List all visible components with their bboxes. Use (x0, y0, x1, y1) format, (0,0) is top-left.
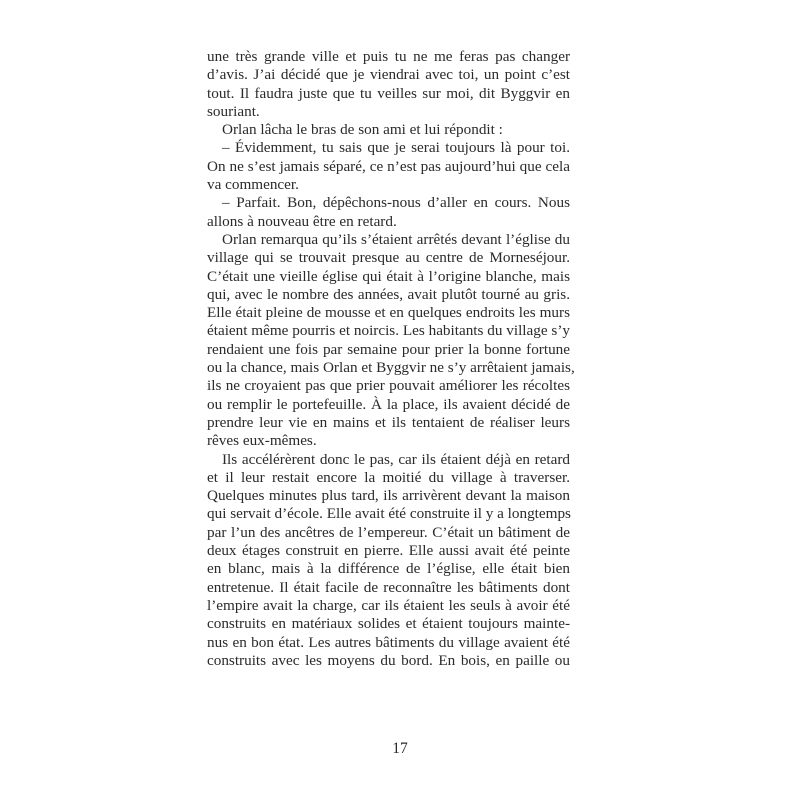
text-line: construits avec les moyens du bord. En bois, en paille ou (207, 651, 570, 669)
text-line: On ne s’est jamais séparé, ce n’est pas aujourd’hui que cela (207, 157, 570, 175)
text-line: entretenue. Il était facile de reconnaître les bâtiments dont (207, 578, 570, 596)
text-line: Ils accélérèrent donc le pas, car ils étaient déjà en retard (222, 450, 570, 468)
page-number: 17 (392, 740, 408, 757)
text-line: Quelques minutes plus tard, ils arrivèrent devant la maison (207, 487, 570, 505)
text-line: nus en bon état. Les autres bâtiments du village avaient été (207, 633, 570, 651)
text-line: une très grande ville et puis tu ne me feras pas changer (207, 48, 570, 65)
text-line: – Évidemment, tu sais que je serai toujours là pour toi. (222, 139, 570, 157)
text-line: C’était une vieille église qui était à l’origine blanche, mais (207, 267, 570, 285)
text-line: va commencer. (207, 176, 299, 194)
text-line: et il leur restait encore la moitié du village à traverser. (207, 468, 570, 486)
text-line: prendre leur vie en mains et ils tentaient de réaliser leurs (207, 413, 570, 431)
text-line: qui, avec le nombre des années, avait plutôt tourné au gris. (207, 285, 570, 303)
text-line: deux étages construit en pierre. Elle aussi avait été peinte (207, 542, 570, 560)
text-line: ou remplir le portefeuille. À la place, ils avaient décidé de (207, 395, 570, 413)
text-line: village qui se trouvait presque au centre de Morneséjour. (207, 249, 570, 267)
text-line: qui servait d’école. Elle avait été construite il y a longtemps (207, 505, 571, 523)
text-line: rendaient une fois par semaine pour prier la bonne fortune (207, 340, 570, 358)
text-line: Orlan remarqua qu’ils s’étaient arrêtés devant l’église du (222, 230, 570, 248)
text-line: ils ne croyaient pas que prier pouvait améliorer les récoltes (207, 377, 570, 395)
text-line: rêves eux-mêmes. (207, 432, 317, 450)
text-line: ou la chance, mais Orlan et Byggvir ne s’y arrêtaient jamais, (207, 359, 575, 377)
text-line: souriant. (207, 102, 260, 120)
text-line: – Parfait. Bon, dépêchons-nous d’aller en cours. Nous (222, 194, 570, 212)
text-line: d’avis. J’ai décidé que je viendrai avec toi, un point c’est (207, 66, 570, 84)
text-line: Orlan lâcha le bras de son ami et lui répondit : (222, 121, 503, 139)
main-text (207, 48, 575, 670)
text-line: étaient même pourris et noircis. Les habitants du village s’y (207, 322, 570, 340)
text-line: Elle était pleine de mousse et en quelques endroits les murs (207, 304, 570, 322)
text-line: construits en matériaux solides et étaient toujours mainte- (207, 615, 570, 633)
text-line: par l’un des ancêtres de l’empereur. C’était un bâtiment de (207, 523, 570, 541)
text-line: tout. Il faudra juste que tu veilles sur moi, dit Byggvir en (207, 84, 570, 102)
text-line: allons à nouveau être en retard. (207, 212, 397, 230)
text-line: l’empire avait la charge, car ils étaient les seuls à avoir été (207, 596, 570, 614)
text-line: en blanc, mais à la différence de l’église, elle était bien (207, 560, 570, 578)
